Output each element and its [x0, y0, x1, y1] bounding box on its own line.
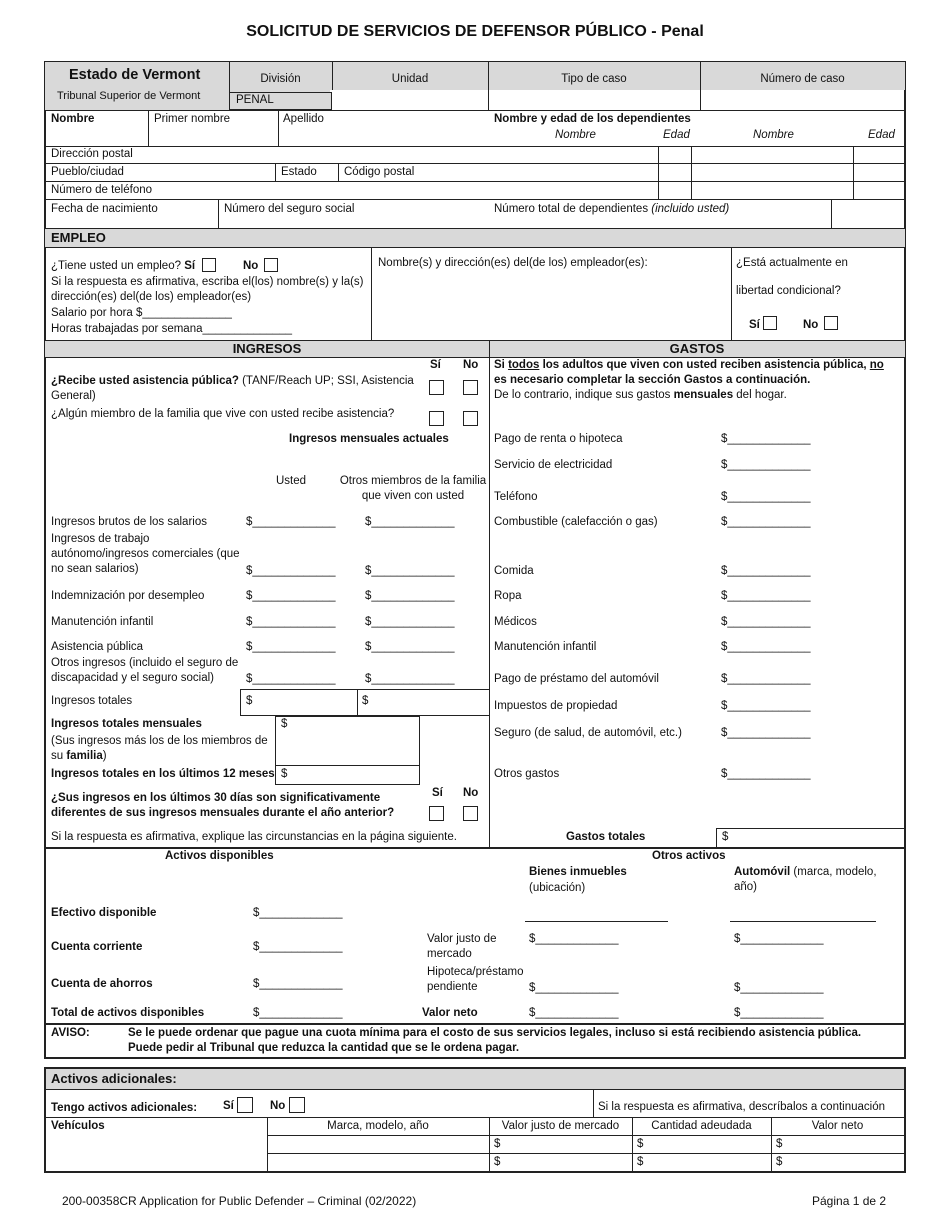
have-additional-label: Tengo activos adicionales: — [51, 1102, 198, 1114]
income-row-label: Indemnización por desempleo — [51, 590, 205, 602]
notice-label: AVISO: — [51, 1027, 90, 1039]
total-assets-field[interactable]: $_____________ — [253, 1007, 343, 1019]
savings-field[interactable]: $_____________ — [253, 978, 343, 990]
car-field[interactable] — [730, 921, 876, 922]
cash-field[interactable]: $_____________ — [253, 907, 343, 919]
income-others-field[interactable]: $_____________ — [365, 565, 455, 577]
case-type-label: Tipo de caso — [561, 73, 627, 85]
zip-label[interactable]: Código postal — [344, 166, 415, 178]
ssn-label[interactable]: Número del seguro social — [224, 203, 355, 215]
col-fair-value: Valor justo de mercado — [501, 1120, 620, 1132]
employed-no-checkbox[interactable] — [264, 258, 278, 272]
car-loan-field[interactable]: $_____________ — [734, 982, 824, 994]
page-number: Página 1 de 2 — [812, 1194, 887, 1208]
vehicle-net-field[interactable]: $ — [776, 1156, 783, 1168]
notice-text: Se le puede ordenar que pague una cuota mínima para el costo de sus servicios legales, incluso si está recibiendo asistencia pública. Puede pedir al Tribunal que reduzca la cantidad que se le ordena pagar. — [128, 1027, 862, 1054]
expense-label: Impuestos de propiedad — [494, 700, 618, 712]
expense-field[interactable]: $_____________ — [721, 641, 811, 653]
expense-label: Médicos — [494, 616, 537, 628]
total-income-others-field[interactable] — [357, 689, 490, 716]
additional-no-checkbox[interactable] — [289, 1097, 305, 1113]
income-others-field[interactable]: $_____________ — [365, 641, 455, 653]
income-row-label: Otros ingresos (incluido el seguro de discapacidad y el seguro social) — [51, 657, 239, 684]
income-you-field[interactable]: $_____________ — [246, 616, 336, 628]
checking-label: Cuenta corriente — [51, 941, 143, 953]
col-others: Otros miembros de la familia que viven con usted — [339, 475, 487, 502]
dollar-sign: $ — [722, 831, 729, 843]
expense-label: Manutención infantil — [494, 641, 597, 653]
monthly-income-header: Ingresos mensuales actuales — [289, 433, 449, 445]
expense-label: Servicio de electricidad — [494, 459, 613, 471]
expense-field[interactable]: $_____________ — [721, 565, 811, 577]
income-you-field[interactable]: $_____________ — [246, 641, 336, 653]
expense-field[interactable]: $_____________ — [721, 700, 811, 712]
assistance-yes-checkbox[interactable] — [429, 380, 444, 395]
income-you-field[interactable]: $_____________ — [246, 565, 336, 577]
employer-instructions: Si la respuesta es afirmativa, escriba el(los) nombre(s) y la(s) dirección(es) del(de los) empleador(es) — [51, 276, 364, 303]
dollar-sign: $ — [281, 718, 288, 730]
employer-label: Nombre(s) y dirección(es) del(de los) empleador(es): — [378, 257, 648, 269]
address-label[interactable]: Dirección postal — [51, 148, 133, 160]
vehicle-owed-field[interactable]: $ — [637, 1138, 644, 1150]
income-no-header: No — [463, 359, 479, 371]
total-dependents-field[interactable] — [832, 200, 905, 227]
vehicle-make-field[interactable] — [268, 1154, 489, 1171]
division-value: PENAL — [236, 94, 274, 106]
expense-field[interactable]: $_____________ — [721, 590, 811, 602]
parole-question-1: ¿Está actualmente en — [736, 257, 848, 269]
available-assets-title: Activos disponibles — [165, 850, 274, 862]
phone-label[interactable]: Número de teléfono — [51, 184, 153, 196]
vehicles-label: Vehículos — [51, 1120, 105, 1132]
last12-label: Ingresos totales en los últimos 12 meses — [51, 768, 275, 780]
other-assets-title: Otros activos — [652, 850, 726, 862]
cash-label: Efectivo disponible — [51, 907, 157, 919]
income-section-title: INGRESOS — [232, 341, 302, 356]
col-net: Valor neto — [811, 1120, 864, 1132]
employed-yes-checkbox[interactable] — [202, 258, 216, 272]
income-you-field[interactable]: $_____________ — [246, 673, 336, 685]
employer-field[interactable] — [372, 272, 730, 338]
expense-label: Ropa — [494, 590, 522, 602]
unit-label: Unidad — [391, 73, 429, 85]
q30-no-header: No — [463, 787, 479, 799]
expense-field[interactable]: $_____________ — [721, 727, 811, 739]
expenses-section-title: GASTOS — [669, 341, 725, 356]
parole-question-2: libertad condicional? — [736, 285, 841, 297]
income-you-field[interactable]: $_____________ — [246, 590, 336, 602]
income-row-label: Ingresos brutos de los salarios — [51, 516, 207, 528]
car-fair-value-field[interactable]: $_____________ — [734, 933, 824, 945]
hourly-wage[interactable]: Salario por hora $______________ — [51, 307, 232, 319]
expense-label: Pago de renta o hipoteca — [494, 433, 623, 445]
dollar-sign: $ — [281, 768, 288, 780]
vehicle-owed-field[interactable]: $ — [637, 1156, 644, 1168]
income-others-field[interactable]: $_____________ — [365, 673, 455, 685]
income-row-label: Manutención infantil — [51, 616, 154, 628]
expenses-note: Si todos los adultos que viven con usted reciben asistencia pública, no es necesario completar la sección Gastos a continuación. De lo contrario, indique sus gastos mensuales del hogar. — [494, 359, 884, 401]
real-estate-fair-value-field[interactable]: $_____________ — [529, 933, 619, 945]
last-name-label[interactable]: Apellido — [283, 113, 324, 125]
assistance-question: ¿Recibe usted asistencia pública? (TANF/Reach UP; SSI, Asistencia General) — [51, 375, 414, 402]
expense-label: Comida — [494, 565, 534, 577]
total-income-you-field[interactable] — [240, 689, 358, 716]
parole-no-label: No — [803, 319, 819, 331]
family-assistance-yes-checkbox[interactable] — [429, 411, 444, 426]
additional-yes-checkbox[interactable] — [237, 1097, 253, 1113]
dependents-col-name-1: Nombre — [555, 129, 596, 141]
state-field-label[interactable]: Estado — [281, 166, 317, 178]
total-expenses-field[interactable] — [716, 828, 906, 848]
expense-label: Seguro (de salud, de automóvil, etc.) — [494, 727, 682, 739]
car-net-field[interactable]: $_____________ — [734, 1007, 824, 1019]
expense-label: Combustible (calefacción o gas) — [494, 516, 658, 528]
col-owed: Cantidad adeudada — [651, 1120, 752, 1132]
real-estate-net-field[interactable]: $_____________ — [529, 1007, 619, 1019]
income-others-field[interactable]: $_____________ — [365, 516, 455, 528]
case-number-field[interactable] — [701, 90, 905, 110]
dollar-sign: $ — [362, 695, 369, 707]
expense-label: Teléfono — [494, 491, 538, 503]
real-estate-note: (ubicación) — [529, 882, 586, 894]
hours-per-week[interactable]: Horas trabajadas por semana______________ — [51, 323, 293, 335]
employed-question: ¿Tiene usted un empleo? Sí — [51, 260, 196, 272]
car-label: Automóvil (marca, modelo, año) — [734, 866, 877, 893]
expense-field[interactable]: $_____________ — [721, 491, 811, 503]
dependents-col-name-2: Nombre — [753, 129, 794, 141]
expense-field[interactable]: $_____________ — [721, 516, 811, 528]
dependents-col-age-2: Edad — [868, 129, 895, 141]
state-label: Estado de Vermont — [69, 67, 201, 83]
assistance-no-checkbox[interactable] — [463, 380, 478, 395]
income-row-label: Asistencia pública — [51, 641, 144, 653]
dependents-title: Nombre y edad de los dependientes — [494, 113, 691, 125]
page-title: SOLICITUD DE SERVICIOS DE DEFENSOR PÚBLICO - Penal — [246, 23, 704, 40]
name-label: Nombre — [51, 113, 95, 125]
total-income-label: Ingresos totales — [51, 695, 133, 707]
form-number: 200-00358CR Application for Public Defender – Criminal (02/2022) — [62, 1194, 417, 1208]
mortgage-label: Hipoteca/préstamo pendiente — [427, 966, 524, 993]
vehicle-fair-field[interactable]: $ — [494, 1156, 501, 1168]
real-estate-field[interactable] — [525, 921, 668, 922]
expense-field[interactable]: $_____________ — [721, 433, 811, 445]
employment-section-title: EMPLEO — [51, 230, 106, 245]
employed-no-label: No — [243, 260, 259, 272]
real-estate-label: Bienes inmuebles — [529, 866, 627, 878]
dependents-col-age-1: Edad — [663, 129, 690, 141]
income-others-field[interactable]: $_____________ — [365, 590, 455, 602]
q30-question: ¿Sus ingresos en los últimos 30 días son significativamente diferentes de sus ingresos mensuales durante el año anterior? — [51, 792, 395, 819]
expense-field[interactable]: $_____________ — [721, 768, 811, 780]
court-label: Tribunal Superior de Vermont — [57, 90, 201, 102]
expense-field[interactable]: $_____________ — [721, 459, 811, 471]
division-label: División — [260, 73, 301, 85]
parole-no-checkbox[interactable] — [824, 316, 838, 330]
case-type-field[interactable] — [489, 90, 699, 110]
col-you: Usted — [276, 475, 307, 487]
expense-label: Otros gastos — [494, 768, 560, 780]
real-estate-mortgage-field[interactable]: $_____________ — [529, 982, 619, 994]
vehicle-make-field[interactable] — [268, 1136, 489, 1153]
total-dependents-label: Número total de dependientes (incluido usted) — [494, 203, 730, 215]
expense-field[interactable]: $_____________ — [721, 616, 811, 628]
income-you-field[interactable]: $_____________ — [246, 516, 336, 528]
additional-no-label: No — [270, 1100, 286, 1112]
income-others-field[interactable]: $_____________ — [365, 616, 455, 628]
parole-yes-label: Sí — [749, 319, 760, 331]
case-number-label: Número de caso — [760, 73, 845, 85]
family-assistance-question: ¿Algún miembro de la familia que vive con usted recibe asistencia? — [51, 408, 395, 420]
monthly-total-note: (Sus ingresos más los de los miembros de su familia) — [51, 735, 268, 762]
income-row-label: Ingresos de trabajo autónomo/ingresos comerciales (que no sean salarios) — [51, 533, 240, 575]
dollar-sign: $ — [246, 695, 253, 707]
q30-yes-checkbox[interactable] — [429, 806, 444, 821]
describe-note: Si la respuesta es afirmativa, descríbalos a continuación — [598, 1101, 886, 1113]
last12-field[interactable] — [275, 765, 420, 785]
dob-label[interactable]: Fecha de nacimiento — [51, 203, 158, 215]
savings-label: Cuenta de ahorros — [51, 978, 153, 990]
unit-field[interactable] — [332, 90, 488, 110]
additional-yes-label: Sí — [223, 1100, 234, 1112]
income-yes-header: Sí — [430, 359, 441, 371]
first-name-label[interactable]: Primer nombre — [154, 113, 231, 125]
vehicle-net-field[interactable]: $ — [776, 1138, 783, 1150]
family-assistance-no-checkbox[interactable] — [463, 411, 478, 426]
dependent-names-2[interactable] — [692, 147, 853, 199]
dependent-names-1[interactable] — [489, 147, 658, 199]
q30-no-checkbox[interactable] — [463, 806, 478, 821]
expense-label: Pago de préstamo del automóvil — [494, 673, 659, 685]
vehicle-fair-field[interactable]: $ — [494, 1138, 501, 1150]
monthly-total-label: Ingresos totales mensuales — [51, 718, 202, 730]
parole-yes-checkbox[interactable] — [763, 316, 777, 330]
fair-value-label: Valor justo de mercado — [427, 933, 497, 960]
checking-field[interactable]: $_____________ — [253, 941, 343, 953]
net-value-label: Valor neto — [422, 1007, 478, 1019]
employment-header — [45, 228, 905, 248]
city-label[interactable]: Pueblo/ciudad — [51, 166, 124, 178]
total-assets-label: Total de activos disponibles — [51, 1007, 205, 1019]
additional-assets-title: Activos adicionales: — [51, 1071, 177, 1086]
explain-note: Si la respuesta es afirmativa, explique las circunstancias en la página siguiente. — [51, 831, 457, 843]
col-make: Marca, modelo, año — [327, 1120, 429, 1132]
monthly-total-field[interactable] — [275, 716, 420, 766]
expense-field[interactable]: $_____________ — [721, 673, 811, 685]
total-expenses-label: Gastos totales — [566, 831, 646, 843]
q30-yes-header: Sí — [432, 787, 443, 799]
